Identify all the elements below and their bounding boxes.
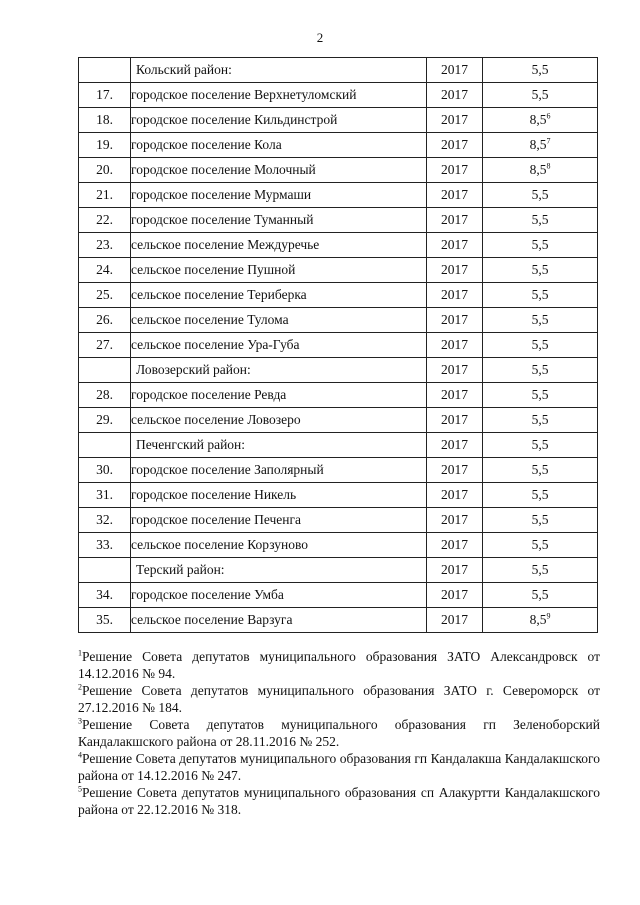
settlement-name: городское поселение Кола <box>131 133 427 158</box>
settlement-name: городское поселение Никель <box>131 483 427 508</box>
rate-value: 5,5 <box>531 287 549 302</box>
settlement-name: городское поселение Ревда <box>131 383 427 408</box>
table-row <box>79 483 598 508</box>
rate-value: 5,5 <box>531 87 549 102</box>
table-row <box>79 308 598 333</box>
year-cell: 2017 <box>427 283 483 308</box>
footnote-text: Решение Совета депутатов муниципального образования гп Кандалакша Кандалакшского района от 14.12.2016 № 247. <box>78 751 600 783</box>
year-cell: 2017 <box>427 133 483 158</box>
rate-value: 5,5 <box>531 587 549 602</box>
rate-cell <box>483 258 598 283</box>
settlement-name: сельское поселение Корзуново <box>131 533 427 558</box>
rate-value: 8,5 <box>529 112 547 127</box>
rate-footnote-ref: 6 <box>546 111 551 121</box>
rate-value: 8,5 <box>529 162 547 177</box>
row-number: 33. <box>79 533 131 558</box>
rate-cell <box>483 83 598 108</box>
year-cell: 2017 <box>427 533 483 558</box>
footnote <box>78 750 600 784</box>
footnote-text: Решение Совета депутатов муниципального образования ЗАТО г. Североморск от 27.12.2016 № 184. <box>78 683 600 715</box>
rate-value: 5,5 <box>531 362 549 377</box>
row-number: 27. <box>79 333 131 358</box>
district-row <box>79 558 598 583</box>
settlement-name: сельское поселение Тулома <box>131 308 427 333</box>
municipalities-table <box>78 57 598 633</box>
row-number: 32. <box>79 508 131 533</box>
settlement-name: городское поселение Туманный <box>131 208 427 233</box>
settlement-name: сельское поселение Ловозеро <box>131 408 427 433</box>
rate-value: 5,5 <box>531 387 549 402</box>
rate-cell <box>483 583 598 608</box>
row-number <box>79 558 131 583</box>
year-cell: 2017 <box>427 158 483 183</box>
rate-cell <box>483 208 598 233</box>
footnote-text: Решение Совета депутатов муниципального образования сп Алакуртти Кандалакшского района от 22.12.2016 № 318. <box>78 785 600 817</box>
rate-value: 8,5 <box>529 137 547 152</box>
year-cell: 2017 <box>427 458 483 483</box>
row-number: 20. <box>79 158 131 183</box>
district-row <box>79 358 598 383</box>
row-number: 23. <box>79 233 131 258</box>
year-cell: 2017 <box>427 208 483 233</box>
year-cell: 2017 <box>427 258 483 283</box>
rate-footnote-ref: 7 <box>546 136 551 146</box>
year-cell: 2017 <box>427 333 483 358</box>
rate-cell <box>483 183 598 208</box>
district-name: Ловозерский район: <box>131 358 427 383</box>
district-row <box>79 58 598 83</box>
district-name: Кольский район: <box>131 58 427 83</box>
rate-value: 5,5 <box>531 437 549 452</box>
footnote <box>78 648 600 682</box>
footnote-mark: 3 <box>78 716 82 726</box>
table-row <box>79 108 598 133</box>
rate-value: 5,5 <box>531 512 549 527</box>
footnote-mark: 4 <box>78 750 82 760</box>
rate-cell <box>483 458 598 483</box>
rate-value: 5,5 <box>531 187 549 202</box>
row-number: 35. <box>79 608 131 633</box>
row-number: 25. <box>79 283 131 308</box>
row-number: 31. <box>79 483 131 508</box>
year-cell: 2017 <box>427 308 483 333</box>
footnotes <box>78 648 600 818</box>
settlement-name: сельское поселение Междуречье <box>131 233 427 258</box>
row-number: 18. <box>79 108 131 133</box>
table-row <box>79 408 598 433</box>
row-number: 21. <box>79 183 131 208</box>
row-number: 24. <box>79 258 131 283</box>
table-body <box>79 58 598 633</box>
rate-cell <box>483 408 598 433</box>
rate-cell <box>483 433 598 458</box>
rate-cell <box>483 283 598 308</box>
table-row <box>79 183 598 208</box>
year-cell: 2017 <box>427 183 483 208</box>
table-row <box>79 83 598 108</box>
table-row <box>79 508 598 533</box>
table-row <box>79 158 598 183</box>
settlement-name: городское поселение Кильдинстрой <box>131 108 427 133</box>
table-row <box>79 233 598 258</box>
settlement-name: сельское поселение Варзуга <box>131 608 427 633</box>
footnote <box>78 784 600 818</box>
row-number: 19. <box>79 133 131 158</box>
rate-value: 8,5 <box>529 612 547 627</box>
rate-value: 5,5 <box>531 562 549 577</box>
rate-cell <box>483 308 598 333</box>
rate-cell <box>483 508 598 533</box>
row-number: 30. <box>79 458 131 483</box>
settlement-name: городское поселение Мурмаши <box>131 183 427 208</box>
settlement-name: городское поселение Верхнетуломский <box>131 83 427 108</box>
footnote-mark: 1 <box>78 648 82 658</box>
footnote-text: Решение Совета депутатов муниципального образования гп Зеленоборский Кандалакшского района от 28.11.2016 № 252. <box>78 717 600 749</box>
rate-cell <box>483 133 598 158</box>
row-number: 22. <box>79 208 131 233</box>
footnote-mark: 5 <box>78 784 82 794</box>
year-cell: 2017 <box>427 383 483 408</box>
table-row <box>79 258 598 283</box>
year-cell: 2017 <box>427 508 483 533</box>
year-cell: 2017 <box>427 358 483 383</box>
page-number: 2 <box>316 30 324 45</box>
rate-value: 5,5 <box>531 412 549 427</box>
district-name: Терский район: <box>131 558 427 583</box>
rate-value: 5,5 <box>531 537 549 552</box>
row-number <box>79 58 131 83</box>
year-cell: 2017 <box>427 83 483 108</box>
table-row <box>79 458 598 483</box>
settlement-name: городское поселение Умба <box>131 583 427 608</box>
rate-cell <box>483 333 598 358</box>
rate-cell <box>483 158 598 183</box>
rate-value: 5,5 <box>531 237 549 252</box>
rate-cell <box>483 608 598 633</box>
rate-value: 5,5 <box>531 212 549 227</box>
row-number: 34. <box>79 583 131 608</box>
settlement-name: городское поселение Заполярный <box>131 458 427 483</box>
year-cell: 2017 <box>427 108 483 133</box>
year-cell: 2017 <box>427 483 483 508</box>
year-cell: 2017 <box>427 433 483 458</box>
rate-value: 5,5 <box>531 62 549 77</box>
rate-value: 5,5 <box>531 312 549 327</box>
year-cell: 2017 <box>427 408 483 433</box>
rate-cell <box>483 108 598 133</box>
settlement-name: сельское поселение Ура-Губа <box>131 333 427 358</box>
rate-value: 5,5 <box>531 262 549 277</box>
row-number: 28. <box>79 383 131 408</box>
row-number: 17. <box>79 83 131 108</box>
district-row <box>79 433 598 458</box>
settlement-name: городское поселение Молочный <box>131 158 427 183</box>
footnote <box>78 682 600 716</box>
rate-cell <box>483 58 598 83</box>
table-row <box>79 283 598 308</box>
rate-cell <box>483 233 598 258</box>
table-row <box>79 583 598 608</box>
table-row <box>79 533 598 558</box>
rate-footnote-ref: 8 <box>546 161 551 171</box>
settlement-name: городское поселение Печенга <box>131 508 427 533</box>
table-row <box>79 608 598 633</box>
year-cell: 2017 <box>427 58 483 83</box>
row-number <box>79 433 131 458</box>
footnote <box>78 716 600 750</box>
table-row <box>79 383 598 408</box>
row-number <box>79 358 131 383</box>
table-row <box>79 208 598 233</box>
rate-cell <box>483 483 598 508</box>
table-row <box>79 133 598 158</box>
year-cell: 2017 <box>427 233 483 258</box>
year-cell: 2017 <box>427 558 483 583</box>
settlement-name: сельское поселение Пушной <box>131 258 427 283</box>
row-number: 26. <box>79 308 131 333</box>
district-name: Печенгский район: <box>131 433 427 458</box>
rate-value: 5,5 <box>531 337 549 352</box>
footnote-mark: 2 <box>78 682 82 692</box>
rate-footnote-ref: 9 <box>546 611 551 621</box>
settlement-name: сельское поселение Териберка <box>131 283 427 308</box>
year-cell: 2017 <box>427 583 483 608</box>
rate-cell <box>483 533 598 558</box>
year-cell: 2017 <box>427 608 483 633</box>
rate-cell <box>483 558 598 583</box>
rate-cell <box>483 383 598 408</box>
rate-cell <box>483 358 598 383</box>
table-row <box>79 333 598 358</box>
footnote-text: Решение Совета депутатов муниципального образования ЗАТО Александровск от 14.12.2016 № 94. <box>78 649 600 681</box>
rate-value: 5,5 <box>531 462 549 477</box>
rate-value: 5,5 <box>531 487 549 502</box>
row-number: 29. <box>79 408 131 433</box>
